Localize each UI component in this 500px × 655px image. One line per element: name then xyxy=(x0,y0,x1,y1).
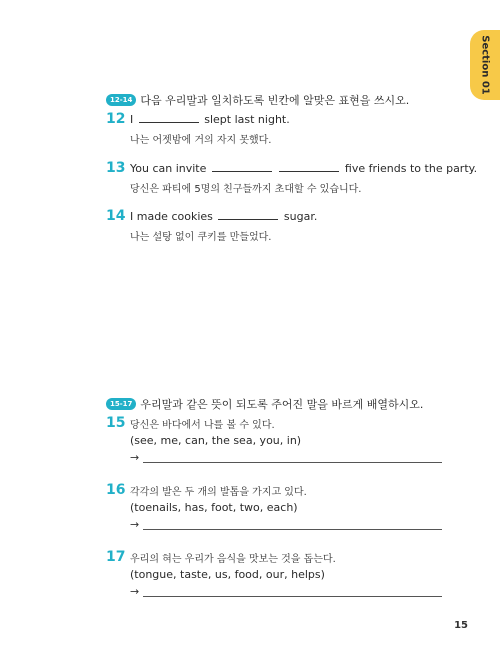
section-tab-label: Section 01 xyxy=(479,35,491,95)
instruction-text: 우리말과 같은 뜻이 되도록 주어진 말을 바르게 배열하시오. xyxy=(140,398,424,411)
answer-line[interactable] xyxy=(143,588,442,597)
question-number: 15 xyxy=(106,415,126,431)
korean-sentence: 당신은 바다에서 나를 볼 수 있다. xyxy=(130,420,275,431)
word-bank: (tongue, taste, us, food, our, helps) xyxy=(130,568,325,581)
answer-row xyxy=(130,520,442,530)
english-sentence: You can invite five friends to the party. xyxy=(130,162,478,175)
question-17 xyxy=(106,549,442,599)
english-sentence: I made cookies sugar. xyxy=(130,210,318,223)
answer-line[interactable] xyxy=(143,454,442,463)
word-bank: (toenails, has, foot, two, each) xyxy=(130,501,298,514)
arrow-icon: → xyxy=(130,518,140,531)
answer-blank[interactable] xyxy=(218,209,278,220)
answer-blank[interactable] xyxy=(279,161,339,172)
korean-sentence: 각각의 발은 두 개의 발톱을 가지고 있다. xyxy=(130,487,307,498)
question-range-badge: 15-17 xyxy=(106,398,136,410)
english-sentence: I slept last night. xyxy=(130,113,290,126)
arrow-icon: → xyxy=(130,451,140,464)
page-number: 15 xyxy=(454,620,468,631)
korean-sentence: 나는 설탕 없이 쿠키를 만들었다. xyxy=(130,232,272,243)
word-bank: (see, me, can, the sea, you, in) xyxy=(130,434,302,447)
section-tab xyxy=(470,30,500,100)
question-number: 17 xyxy=(106,549,126,565)
answer-blank[interactable] xyxy=(212,161,272,172)
answer-row xyxy=(130,587,442,597)
question-12 xyxy=(106,111,442,151)
question-number: 12 xyxy=(106,111,126,127)
question-number: 16 xyxy=(106,482,126,498)
instruction-12-14 xyxy=(106,92,409,108)
instruction-text: 다음 우리말과 일치하도록 빈칸에 알맞은 표현을 쓰시오. xyxy=(140,94,410,107)
question-15 xyxy=(106,415,442,465)
question-13 xyxy=(106,160,478,200)
korean-sentence: 우리의 혀는 우리가 음식을 맛보는 것을 돕는다. xyxy=(130,554,336,565)
answer-blank[interactable] xyxy=(139,112,199,123)
arrow-icon: → xyxy=(130,585,140,598)
question-14 xyxy=(106,208,442,248)
answer-line[interactable] xyxy=(143,521,442,530)
question-number: 14 xyxy=(106,208,126,224)
korean-sentence: 나는 어젯밤에 거의 자지 못했다. xyxy=(130,135,272,146)
question-16 xyxy=(106,482,442,532)
question-range-badge: 12-14 xyxy=(106,94,136,106)
question-number: 13 xyxy=(106,160,126,176)
answer-row xyxy=(130,453,442,463)
korean-sentence: 당신은 파티에 5명의 친구들까지 초대할 수 있습니다. xyxy=(130,184,362,195)
instruction-15-17 xyxy=(106,396,423,412)
